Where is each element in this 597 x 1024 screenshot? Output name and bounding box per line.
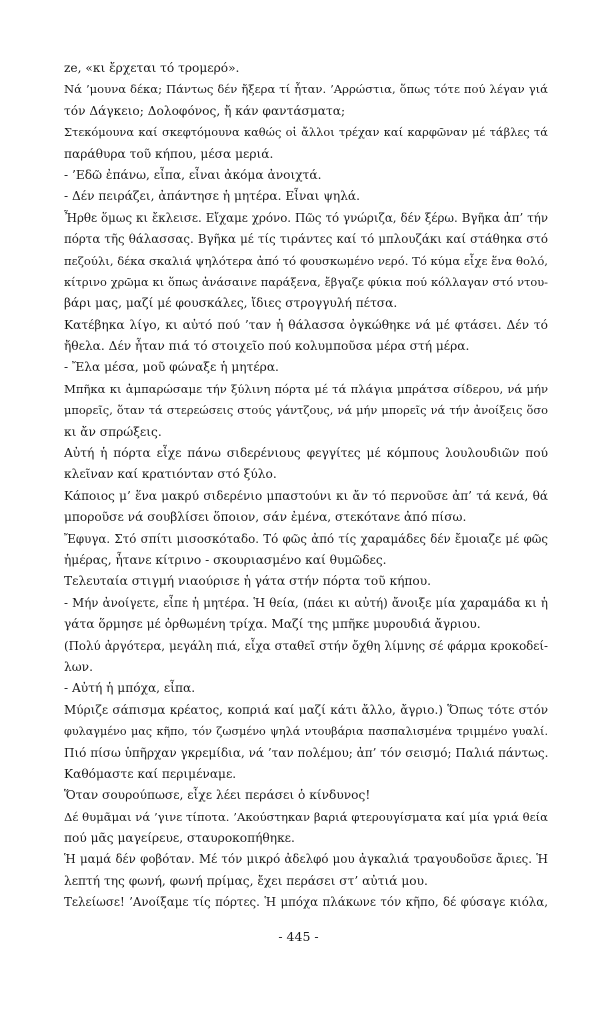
text-line: τόν Δάγκειο; Δολοφόνος, ἤ κάν φαντάσματα; [64, 103, 346, 118]
text-line: ἡμέρας, ἦτανε κίτρινο - σκουριασμένο καί θυμῶδες. [64, 552, 387, 567]
text-line: ἤθελα. Δέν ἦταν πιά τό στοιχεῖο πού κολυμποῦσα μέρα στή μέρα. [64, 339, 470, 354]
text-line: Ἦρθε ὅμως κι ἔκλεισε. Εἴχαμε χρόνο. Πῶς τό γνώριζα, δέν ξέρω. Βγῆκα ἀπ’ τήν [64, 210, 548, 225]
text-line: Κάποιος μ’ ἕνα μακρύ σιδερένιο μπαστούνι κι ἄν τό περνοῦσε ἀπ’ τά κενά, θά [64, 488, 548, 503]
text-line: - ’Εδῶ ἐπάνω, εἶπα, εἶναι ἀκόμα ἀνοιχτά. [64, 167, 322, 182]
text-line: - Αὐτή ἡ μπόχα, εἶπα. [64, 681, 196, 696]
text-line: κίτρινο χρῶμα κι ὅπως ἀνάσαινε παράξενα, ἔβγαζε φύκια πού κόλλαγαν στό ντου- [64, 274, 548, 289]
text-line: Δέ θυμᾶμαι νά ’γινε τίποτα. ’Ακούστηκαν βαριά φτερουγίσματα καί μία γριά θεία [64, 809, 548, 824]
text-line: Μύριζε σάπισμα κρέατος, κοπριά καί μαζί κάτι ἄλλο, ἄγριο.) Ὅπως τότε στόν [64, 702, 548, 717]
text-line: Ἔφυγα. Στό σπίτι μισοσκόταδο. Τό φῶς ἀπό τίς χαραμάδες δέν ἔμοιαζε μέ φῶς [64, 531, 548, 546]
text-line: (Πολύ ἀργότερα, μεγάλη πιά, εἶχα σταθεῖ στήν ὄχθη λίμνης σέ φάρμα κροκοδεί- [64, 638, 548, 653]
page-number: - 445 - [278, 929, 319, 944]
text-line: Κατέβηκα λίγο, κι αὐτό πού ’ταν ἡ θάλασσα ὀγκώθηκε νά μέ φτάσει. Δέν τό [64, 317, 548, 332]
text-line: Τελευταία στιγμή νιαούρισε ἡ γάτα στήν πόρτα τοῦ κήπου. [64, 574, 432, 589]
text-line: ze, «κι ἔρχεται τό τρομερό». [64, 61, 240, 75]
text-line: Νά ’μουνα δέκα; Πάντως δέν ἤξερα τί ἦταν. ’Αρρώστια, ὅπως τότε πού λέγαν γιά [64, 82, 548, 97]
text-line: - Ἔλα μέσα, μοῦ φώναξε ἡ μητέρα. [64, 360, 279, 375]
text-line: Αὐτή ἡ πόρτα εἶχε πάνω σιδερένιους φεγγίτες μέ κόμπους λουλουδιῶν πού [64, 446, 548, 461]
text-line: Τελείωσε! ’Ανοίξαμε τίς πόρτες. Ἡ μπόχα πλάκωνε τόν κῆπο, δέ φύσαγε κιόλα, [64, 895, 548, 910]
text-line: πού μᾶς μαγείρευε, σταυροκοπήθηκε. [64, 831, 295, 846]
text-line: πόρτα τῆς θάλασσας. Βγῆκα μέ τίς τιράντες καί τό μπλουζάκι καί στάθηκα στό [64, 232, 548, 247]
text-line: Πιό πίσω ὑπῆρχαν γκρεμίδια, νά ’ταν πολέμου; ἀπ’ τόν σεισμό; Παλιά πάντως. [64, 745, 548, 760]
text-line: Ἡ μαμά δέν φοβόταν. Μέ τόν μικρό ἀδελφό μου ἀγκαλιά τραγουδοῦσε ἄριες. Ἡ [64, 852, 548, 867]
text-line: γάτα ὅρμησε μέ ὀρθωμένη τρίχα. Μαζί της μπῆκε μυρουδιά ἄγριου. [64, 617, 481, 632]
text-line: Καθόμαστε καί περιμέναμε. [64, 766, 237, 781]
text-line: κλεῖναν καί κρατιόνταν στό ξύλο. [64, 467, 277, 482]
text-line: μποροῦσε νά σουβλίσει ὅποιον, σάν ἐμένα, στεκότανε ἀπό πίσω. [64, 510, 467, 525]
text-line: λων. [64, 659, 93, 674]
text-line: φυλαγμένο μας κῆπο, τόν ζωσμένο ψηλά ντουβάρια πασπαλισμένα τριμμένο γυαλί. [64, 725, 548, 739]
text-line: πεζούλι, δέκα σκαλιά ψηλότερα ἀπό τό φουσκωμένο νερό. Τό κύμα εἶχε ἕνα θολό, [64, 253, 548, 268]
document-body [64, 58, 548, 914]
text-line: κι ἄν σπρώξεις. [64, 424, 162, 439]
text-line: Ὅταν σουρούπωσε, εἶχε λέει περάσει ὁ κίνδυνος! [64, 788, 371, 803]
text-line: βάρι μας, μαζί μέ φουσκάλες, ἴδιες στρογγυλή πέτσα. [64, 296, 398, 311]
text-line: - Δέν πειράζει, ἀπάντησε ἡ μητέρα. Εἶναι ψηλά. [64, 189, 361, 204]
text-line: - Μήν ἀνοίγετε, εἶπε ἡ μητέρα. Ἡ θεία, (πάει κι αὐτή) ἄνοιξε μία χαραμάδα κι ἡ [64, 595, 548, 610]
text-line: Μπῆκα κι ἀμπαρώσαμε τήν ξύλινη πόρτα μέ τά πλάγια μπράτσα σίδερου, νά μήν [64, 381, 548, 396]
text-line: μπορεῖς, ὅταν τά στερεώσεις στούς γάντζους, νά μήν μπορεῖς νά τήν ἀνοίξεις ὅσο [64, 403, 548, 418]
text-line: λεπτή της φωνή, φωνή πρίμας, ἔχει περάσει στ’ αὐτιά μου. [64, 873, 428, 888]
text-line: Στεκόμουνα καί σκεφτόμουνα καθώς οἱ ἄλλοι τρέχαν καί καρφῶναν μέ τάβλες τά [64, 125, 548, 140]
text-line: παράθυρα τοῦ κήπου, μέσα μεριά. [64, 146, 274, 161]
